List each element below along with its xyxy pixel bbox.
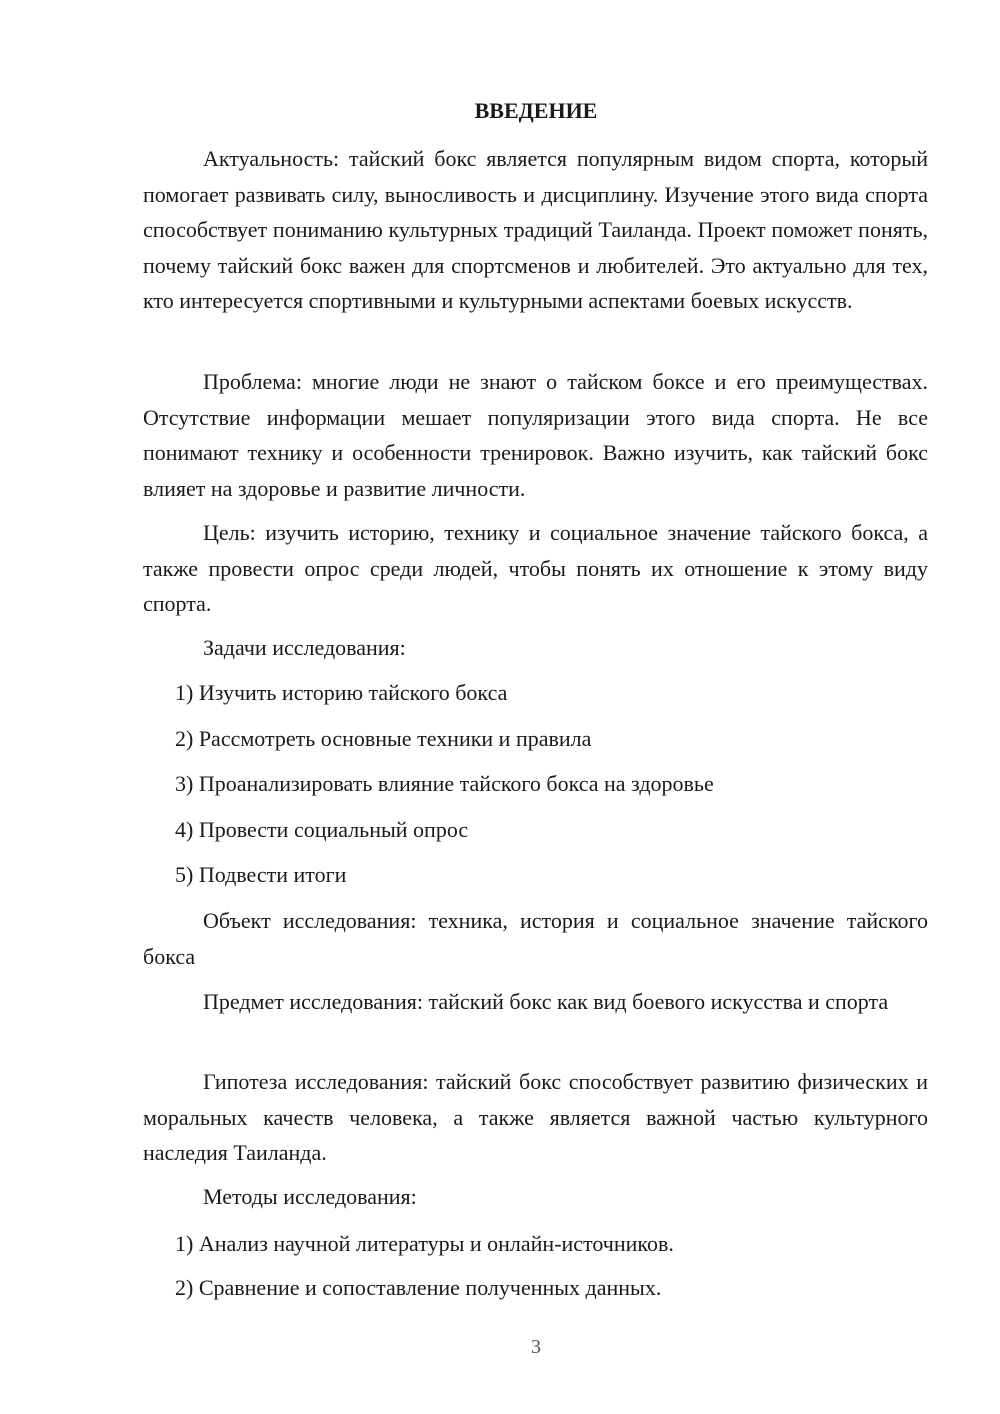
method-item: 1) Анализ научной литературы и онлайн-источников. xyxy=(175,1231,674,1256)
hypothesis-paragraph: Гипотеза исследования: тайский бокс способствует развитию физических и моральных качеств человека, а также является важной частью культурного наследия Таиланда. xyxy=(143,1069,928,1165)
tasks-heading: Задачи исследования: xyxy=(203,635,406,660)
methods-heading: Методы исследования: xyxy=(203,1184,417,1209)
problem-paragraph: Проблема: многие люди не знают о тайском боксе и его преимуществах. Отсутствие информации мешает популяризации этого вида спорта. Не все понимают технику и особенности тренировок. Важно изучить, как тайский бокс влияет на здоровье и развитие личности. xyxy=(143,369,928,501)
task-item: 1) Изучить историю тайского бокса xyxy=(175,680,508,705)
goal-paragraph: Цель: изучить историю, технику и социальное значение тайского бокса, а также провести опрос среди людей, чтобы понять их отношение к этому виду спорта. xyxy=(143,520,928,616)
method-item: 2) Сравнение и сопоставление полученных данных. xyxy=(175,1275,662,1300)
relevance-paragraph: Актуальность: тайский бокс является популярным видом спорта, который помогает развивать силу, выносливость и дисциплину. Изучение этого вида спорта способствует пониманию культурных традиций Таиланда. Проект поможет понять, почему тайский бокс важен для спортсменов и любителей. Это актуально для тех, кто интересуется спортивными и культурными аспектами боевых искусств. xyxy=(143,146,928,313)
task-item: 2) Рассмотреть основные техники и правила xyxy=(175,726,592,751)
object-paragraph: Объект исследования: техника, история и социальное значение тайского бокса xyxy=(143,908,928,969)
page-title: ВВЕДЕНИЕ xyxy=(474,98,598,123)
task-item: 5) Подвести итоги xyxy=(175,862,347,887)
task-item: 3) Проанализировать влияние тайского бокса на здоровье xyxy=(175,771,714,796)
subject-paragraph: Предмет исследования: тайский бокс как вид боевого искусства и спорта xyxy=(203,989,889,1014)
page-number: 3 xyxy=(531,1336,541,1358)
task-item: 4) Провести социальный опрос xyxy=(175,817,469,842)
